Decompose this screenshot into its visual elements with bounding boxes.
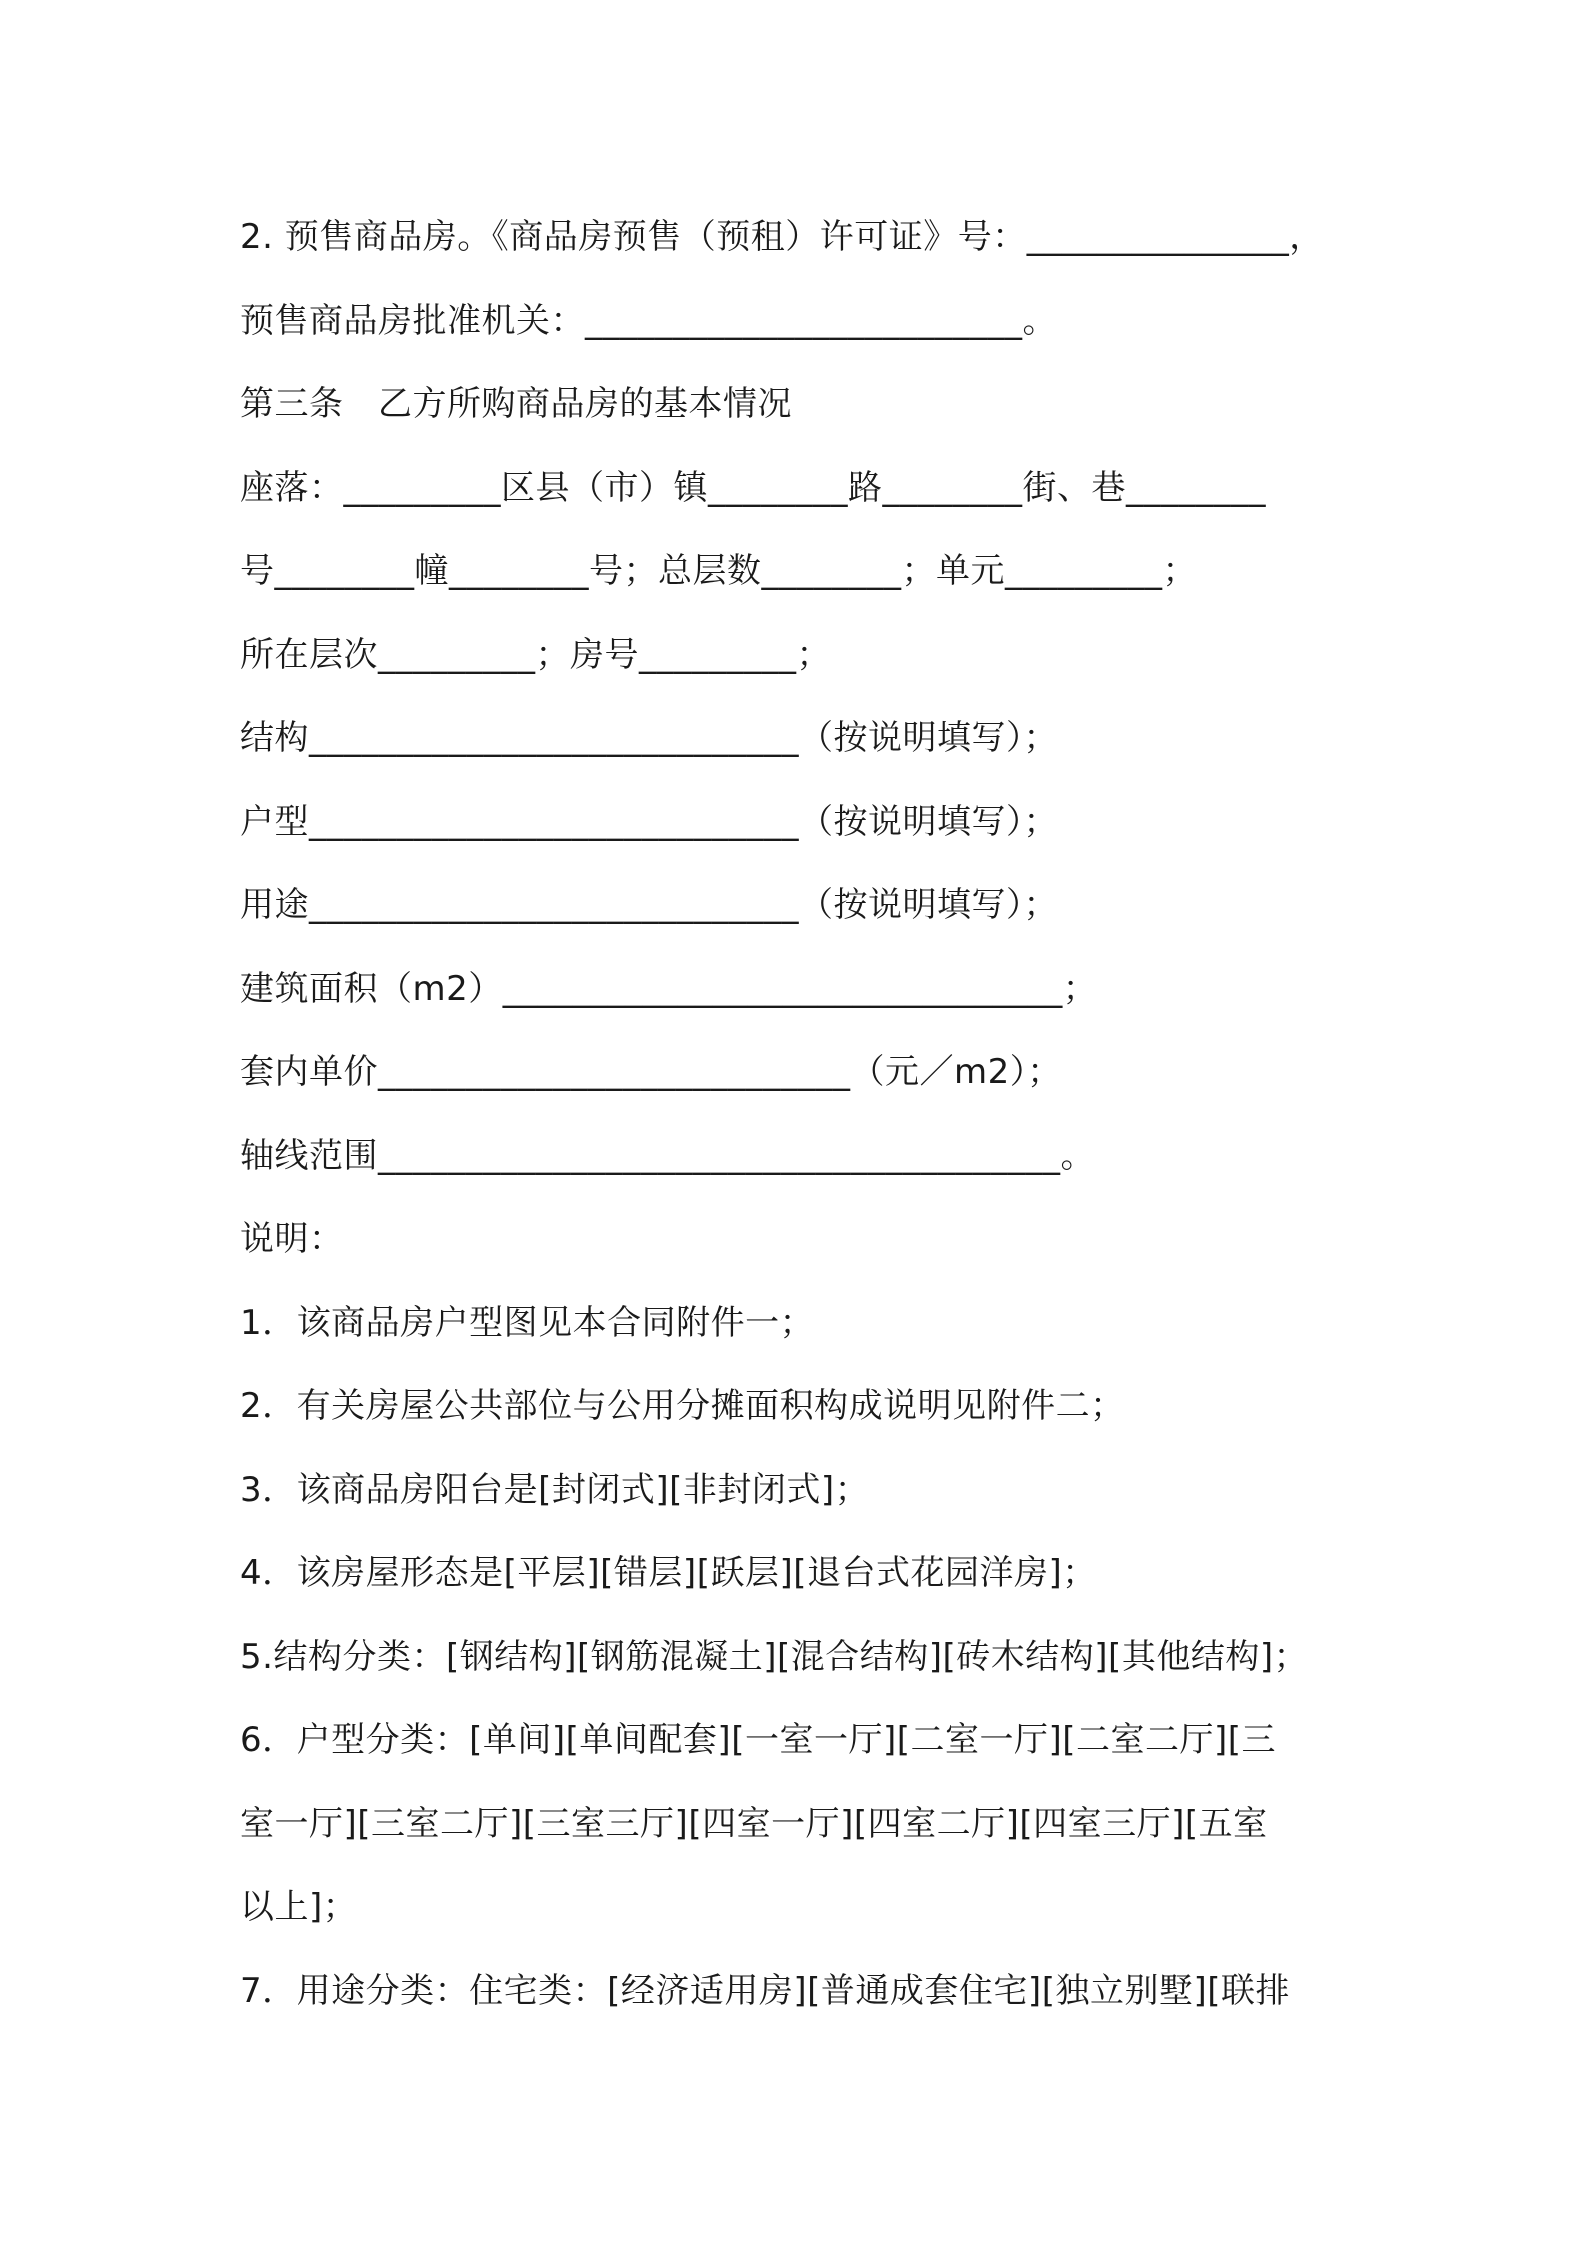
text-line: 预售商品房批准机关：_________________________。: [240, 300, 1057, 341]
text-line: 轴线范围_______________________________________。: [240, 1135, 1095, 1176]
note-item: 2．有关房屋公共部位与公用分摊面积构成说明见附件二；: [240, 1386, 1125, 1426]
note-item: 6．户型分类：[单间][单间配套][一室一厅][二室一厅][二室二厅][三: [240, 1720, 1277, 1760]
text-line: 座落：_________区县（市）镇________路________街、巷________: [240, 467, 1266, 508]
note-item: 7．用途分类：住宅类：[经济适用房][普通成套住宅][独立别墅][联排: [240, 1970, 1290, 2011]
document-body: [240, 196, 1360, 2033]
note-item-continued: 室一厅][三室二厅][三室三厅][四室一厅][四室二厅][四室三厅][五室: [240, 1803, 1268, 1844]
text-line: 用途____________________________（按说明填写）；: [240, 885, 1058, 925]
note-item: 3．该商品房阳台是[封闭式][非封闭式]；: [240, 1469, 870, 1510]
text-line: 所在层次_________；房号_________；: [240, 634, 831, 675]
text-line: 结构____________________________（按说明填写）；: [240, 718, 1058, 758]
note-item: 4．该房屋形态是[平层][错层][跃层][退台式花园洋房]；: [240, 1553, 1097, 1593]
note-item-continued: 以上]；: [240, 1887, 358, 1927]
text-line: 建筑面积（m2）________________________________；: [240, 968, 1098, 1009]
text-line: 2. 预售商品房。《商品房预售（预租）许可证》号：_______________，: [240, 217, 1324, 257]
note-item: 1．该商品房户型图见本合同附件一；: [240, 1302, 815, 1343]
text-line: 户型____________________________（按说明填写）；: [240, 801, 1058, 842]
notes-heading: 说明：: [240, 1219, 344, 1259]
section-heading: 第三条 乙方所购商品房的基本情况: [240, 384, 792, 424]
text-line: 号________幢________号；总层数________；单元_________；: [240, 551, 1197, 591]
note-item: 5.结构分类：[钢结构][钢筋混凝土][混合结构][砖木结构][其他结构]；: [240, 1636, 1309, 1677]
text-line: 套内单价___________________________（元／m2）；: [240, 1052, 1062, 1092]
